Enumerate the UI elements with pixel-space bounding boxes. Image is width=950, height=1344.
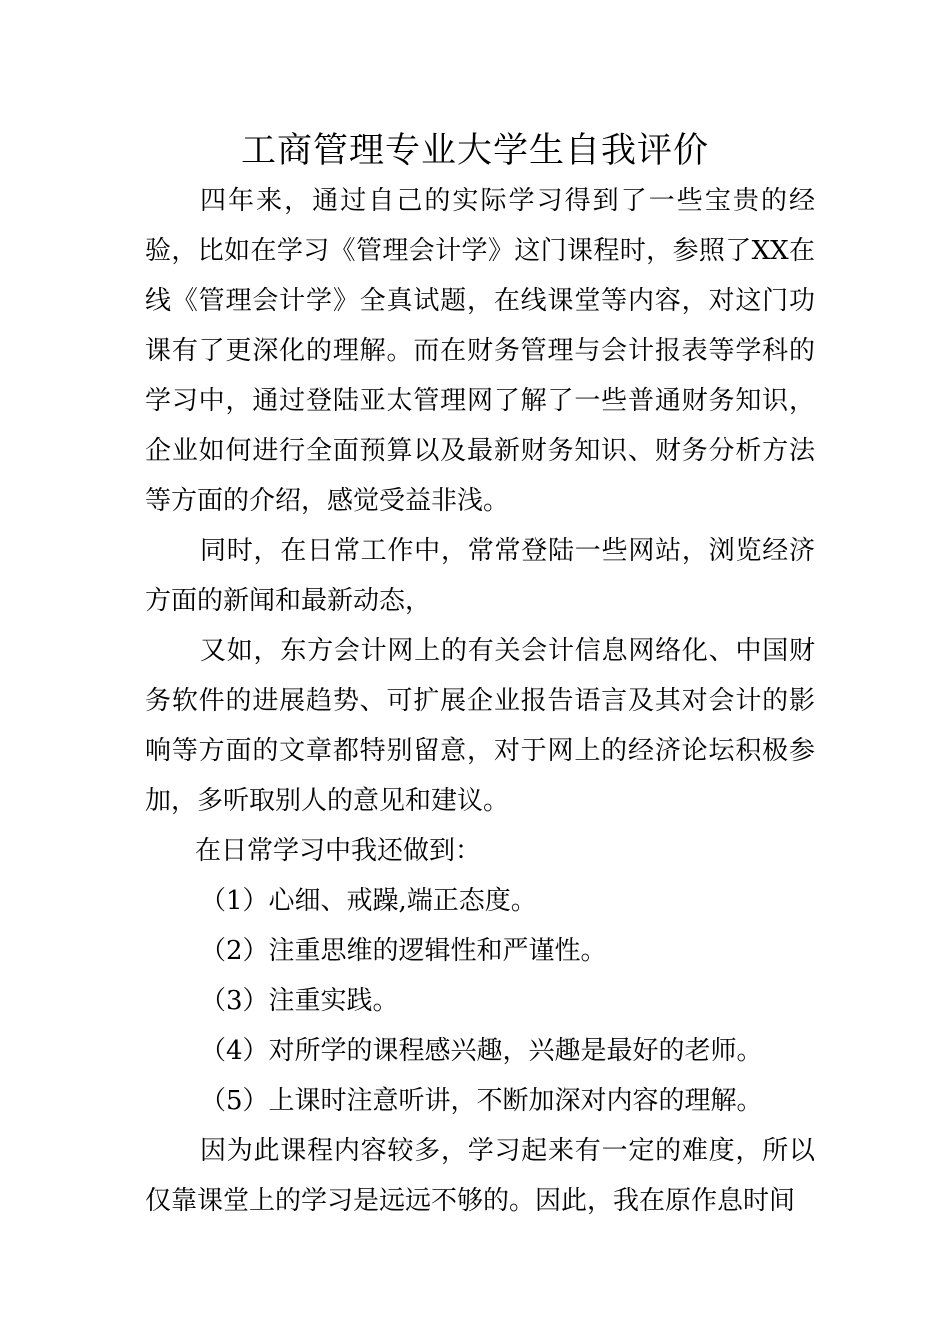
list-item: （3）注重实践。 xyxy=(200,986,399,1016)
paragraph: 四年来，通过自己的实际学习得到了一些宝贵的经验，比如在学习《管理会计学》这门课程时，参照了XX在线《管理会计学》全真试题，在线课堂等内容，对这门功课有了更深化的理解。而在财务管理与会计报表等学科的学习中，通过登陆亚太管理网了解了一些普通财务知识，企业如何进行全面预算以及最新财务知识、财务分析方法等方面的介绍，感觉受益非浅。 xyxy=(145,186,815,516)
list-item: （1）心细、戒躁,端正态度。 xyxy=(200,886,537,916)
paragraph: 同时，在日常工作中，常常登陆一些网站，浏览经济方面的新闻和最新动态， xyxy=(145,536,815,616)
document-body xyxy=(145,176,815,1226)
list-item: （5）上课时注意听讲，不断加深对内容的理解。 xyxy=(200,1086,763,1116)
list-item: （4）对所学的课程感兴趣，兴趣是最好的老师。 xyxy=(200,1036,763,1066)
paragraph: 又如，东方会计网上的有关会计信息网络化、中国财务软件的进展趋势、可扩展企业报告语言及其对会计的影响等方面的文章都特别留意，对于网上的经济论坛积极参加，多听取别人的意见和建议。 xyxy=(145,636,815,816)
paragraph: 因为此课程内容较多，学习起来有一定的难度，所以仅靠课堂上的学习是远远不够的。因此，我在原作息时间 xyxy=(145,1136,815,1216)
paragraph: 在日常学习中我还做到： xyxy=(195,836,482,866)
list-item: （2）注重思维的逻辑性和严谨性。 xyxy=(200,936,607,966)
document-title: 工商管理专业大学生自我评价 xyxy=(240,131,709,171)
